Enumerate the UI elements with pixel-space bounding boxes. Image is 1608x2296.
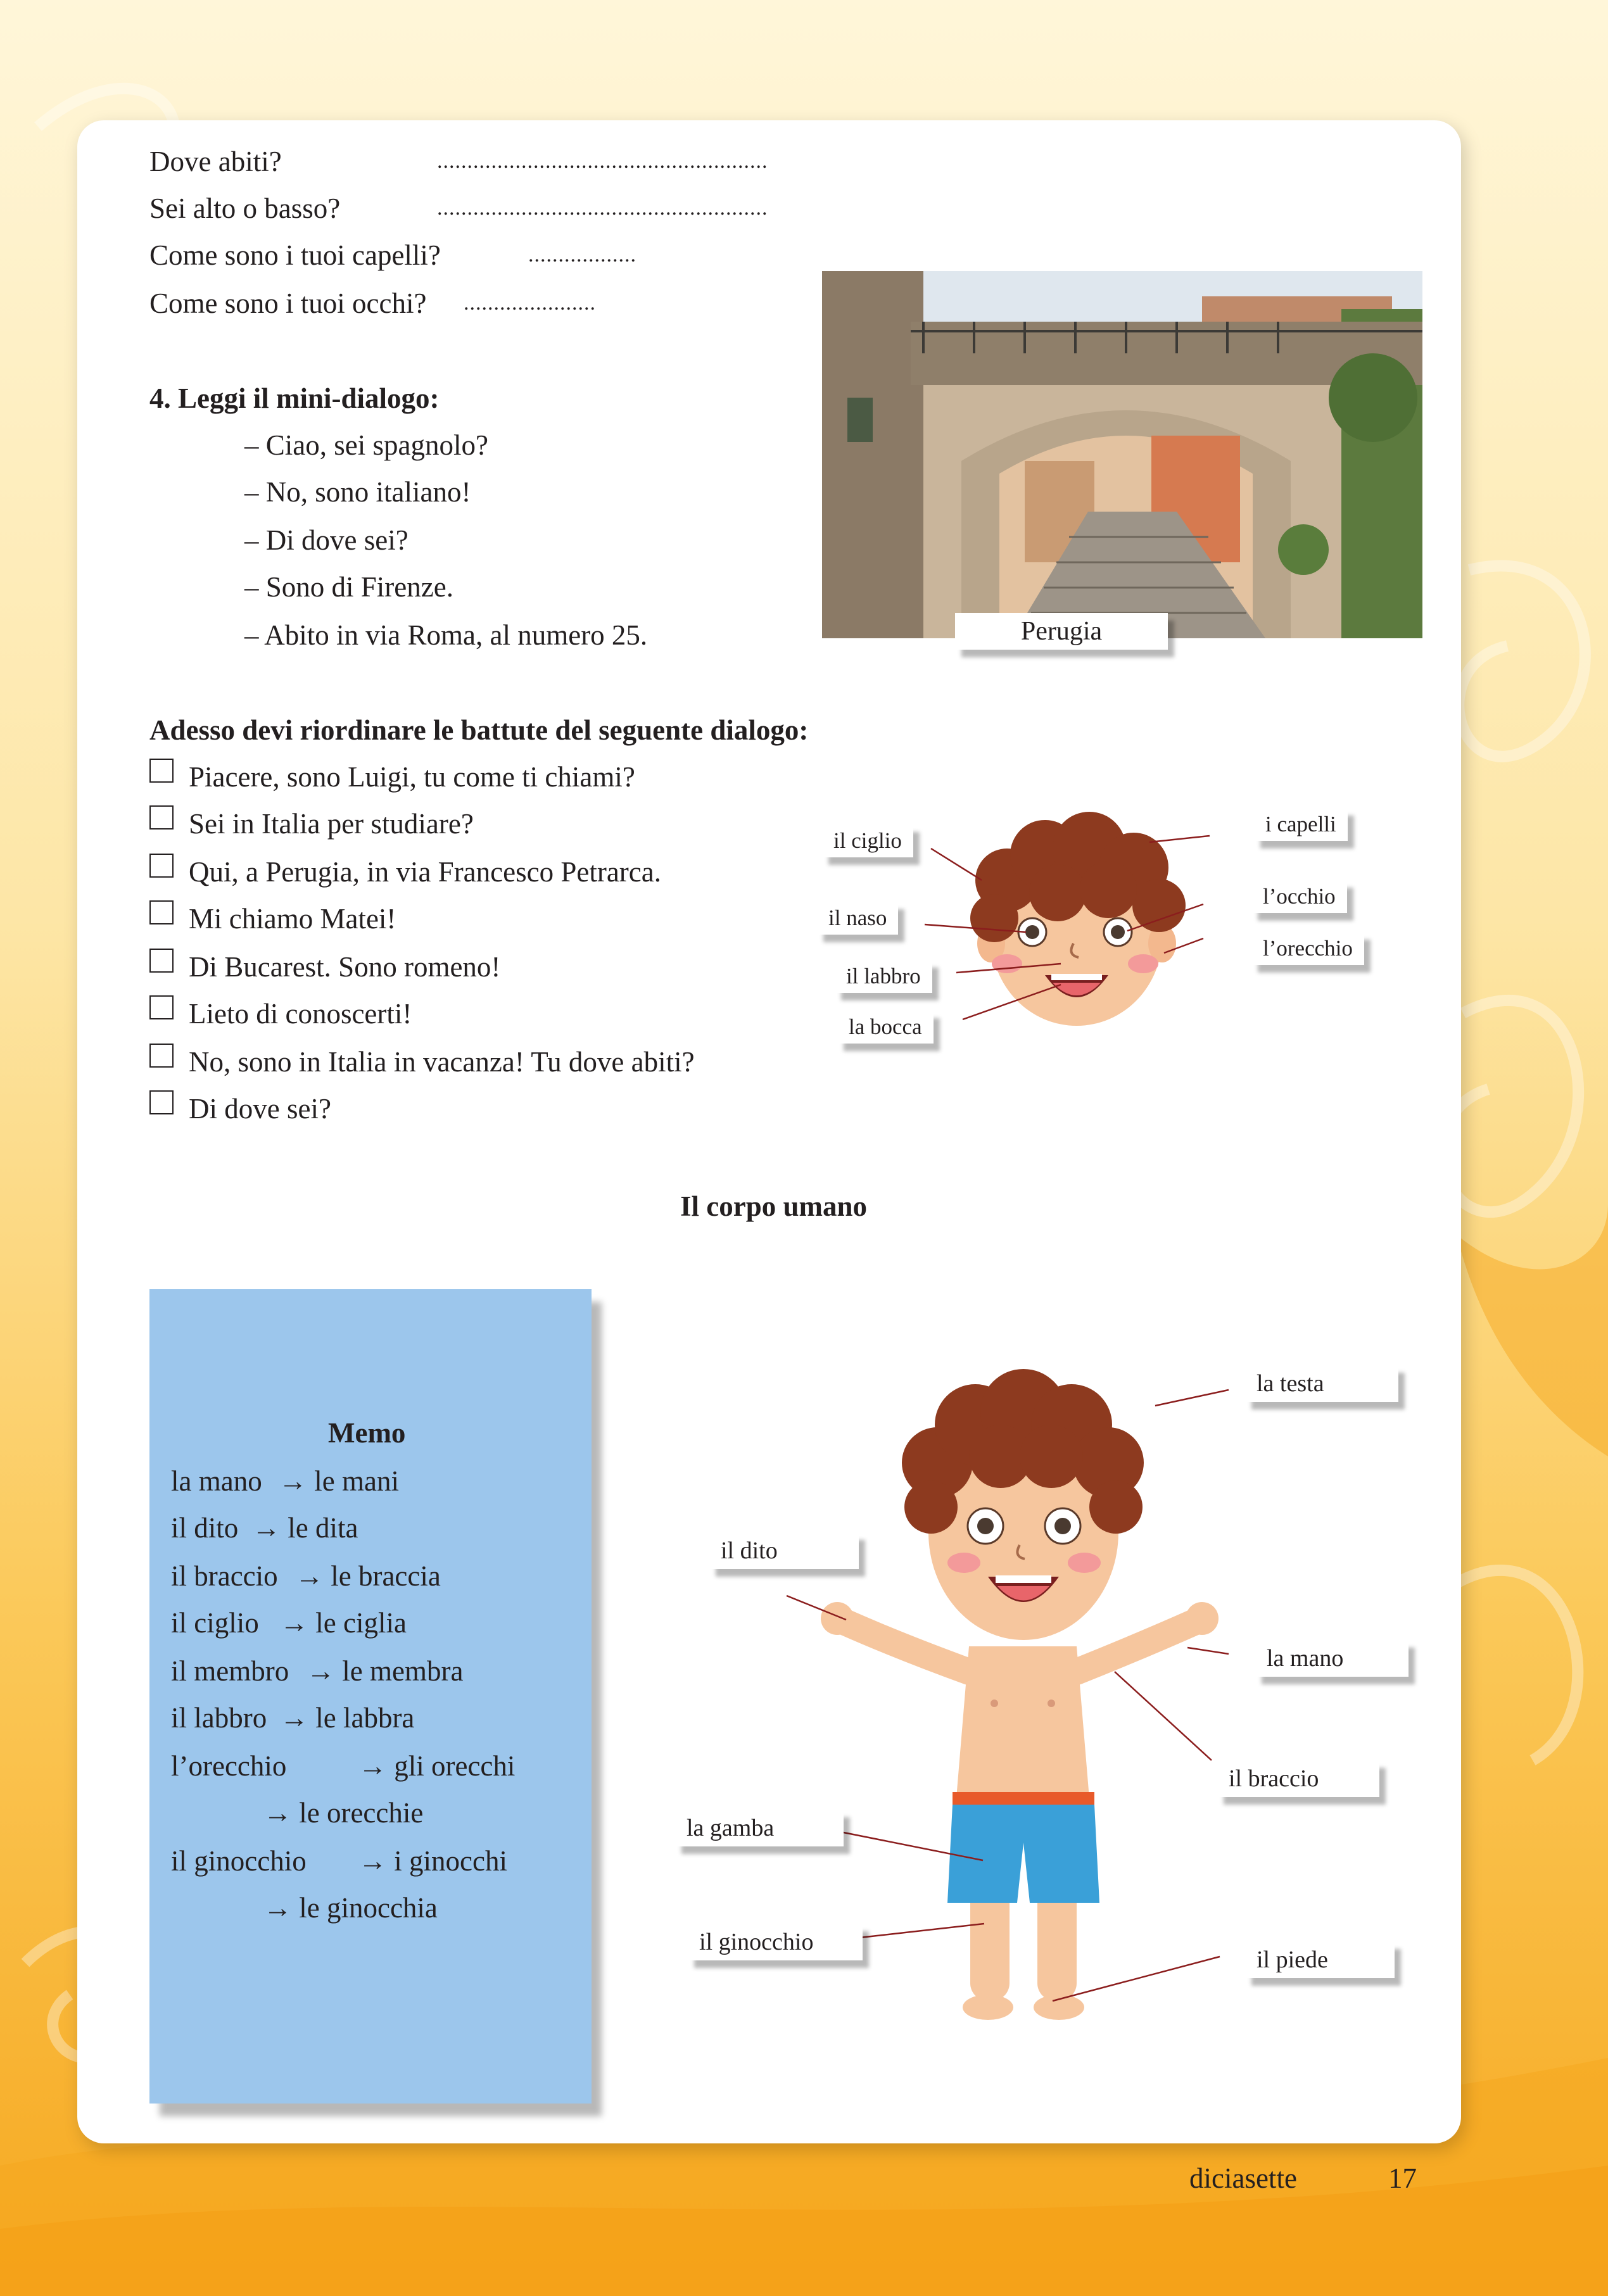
question-3: Come sono i tuoi capelli? bbox=[149, 239, 441, 271]
memo-plural: → gli orecchi bbox=[358, 1750, 516, 1782]
memo-plural: → le ginocchia bbox=[263, 1892, 438, 1924]
memo-singular: l’orecchio bbox=[171, 1750, 287, 1782]
label-naso: il naso bbox=[817, 902, 898, 935]
memo-singular: il ginocchio bbox=[171, 1845, 307, 1877]
memo-plural: → le membra bbox=[307, 1655, 464, 1687]
memo-box bbox=[149, 1289, 592, 2104]
checkbox[interactable] bbox=[149, 854, 174, 878]
label-dito: il dito bbox=[709, 1532, 859, 1569]
label-mano: la mano bbox=[1255, 1640, 1409, 1677]
label-bocca: la bocca bbox=[837, 1011, 934, 1044]
dialog-line: – Ciao, sei spagnolo? bbox=[244, 429, 488, 461]
memo-plural: → le braccia bbox=[295, 1560, 441, 1592]
label-piede: il piede bbox=[1245, 1941, 1395, 1978]
label-occhio: l’occhio bbox=[1251, 880, 1347, 913]
answer-blank-1[interactable]: ....................................................... bbox=[437, 149, 768, 173]
checkbox[interactable] bbox=[149, 1090, 174, 1114]
label-braccio: il braccio bbox=[1217, 1760, 1379, 1797]
dialog-line: – Sono di Firenze. bbox=[244, 571, 453, 603]
answer-blank-3[interactable]: .................. bbox=[528, 243, 636, 267]
label-ginocchio: il ginocchio bbox=[688, 1924, 863, 1960]
checkbox[interactable] bbox=[149, 1044, 174, 1068]
reorder-item: Lieto di conoscerti! bbox=[189, 998, 412, 1030]
checkbox[interactable] bbox=[149, 995, 174, 1019]
page-word: diciasette bbox=[1189, 2162, 1297, 2194]
label-ciglio: il ciglio bbox=[822, 824, 913, 857]
reorder-item: Mi chiamo Matei! bbox=[189, 903, 396, 935]
checkbox[interactable] bbox=[149, 759, 174, 783]
memo-plural: → le dita bbox=[252, 1512, 358, 1544]
reorder-item: Piacere, sono Luigi, tu come ti chiami? bbox=[189, 761, 635, 793]
exercise-4-title: 4. Leggi il mini-dialogo: bbox=[149, 382, 440, 414]
question-2: Sei alto o basso? bbox=[149, 192, 341, 224]
page-number: 17 bbox=[1388, 2162, 1417, 2194]
label-labbro: il labbro bbox=[835, 960, 932, 993]
answer-blank-2[interactable]: ....................................................... bbox=[437, 196, 768, 220]
checkbox[interactable] bbox=[149, 900, 174, 924]
memo-singular: il membro bbox=[171, 1655, 289, 1687]
reorder-item: Sei in Italia per studiare? bbox=[189, 808, 474, 840]
memo-plural: → le labbra bbox=[280, 1702, 415, 1734]
memo-plural: → i ginocchi bbox=[358, 1845, 507, 1877]
memo-plural: → le ciglia bbox=[280, 1607, 407, 1639]
question-4: Come sono i tuoi occhi? bbox=[149, 287, 427, 319]
perugia-photo bbox=[822, 271, 1422, 638]
answer-blank-4[interactable]: ...................... bbox=[464, 291, 596, 315]
checkbox[interactable] bbox=[149, 805, 174, 829]
reorder-item: No, sono in Italia in vacanza! Tu dove abiti? bbox=[189, 1046, 695, 1078]
dialog-line: – Abito in via Roma, al numero 25. bbox=[244, 619, 648, 651]
reorder-title: Adesso devi riordinare le battute del seguente dialogo: bbox=[149, 714, 809, 746]
memo-title: Memo bbox=[328, 1417, 406, 1449]
reorder-item: Di dove sei? bbox=[189, 1093, 331, 1125]
memo-singular: il dito bbox=[171, 1512, 239, 1544]
label-capelli: i capelli bbox=[1254, 808, 1348, 841]
label-gamba: la gamba bbox=[675, 1810, 844, 1846]
memo-plural: → le orecchie bbox=[263, 1797, 424, 1829]
section-title: Il corpo umano bbox=[680, 1190, 868, 1222]
memo-singular: il ciglio bbox=[171, 1607, 259, 1639]
dialog-line: – No, sono italiano! bbox=[244, 476, 471, 508]
reorder-item: Qui, a Perugia, in via Francesco Petrarca. bbox=[189, 856, 661, 888]
label-testa: la testa bbox=[1245, 1365, 1398, 1402]
photo-caption: Perugia bbox=[955, 613, 1168, 650]
question-1: Dove abiti? bbox=[149, 146, 282, 177]
memo-plural: → le mani bbox=[279, 1465, 399, 1497]
memo-singular: il labbro bbox=[171, 1702, 267, 1734]
memo-singular: il braccio bbox=[171, 1560, 278, 1592]
checkbox[interactable] bbox=[149, 949, 174, 973]
memo-singular: la mano bbox=[171, 1465, 262, 1497]
dialog-line: – Di dove sei? bbox=[244, 524, 408, 556]
label-orecchio: l’orecchio bbox=[1251, 932, 1364, 965]
reorder-item: Di Bucarest. Sono romeno! bbox=[189, 951, 501, 983]
